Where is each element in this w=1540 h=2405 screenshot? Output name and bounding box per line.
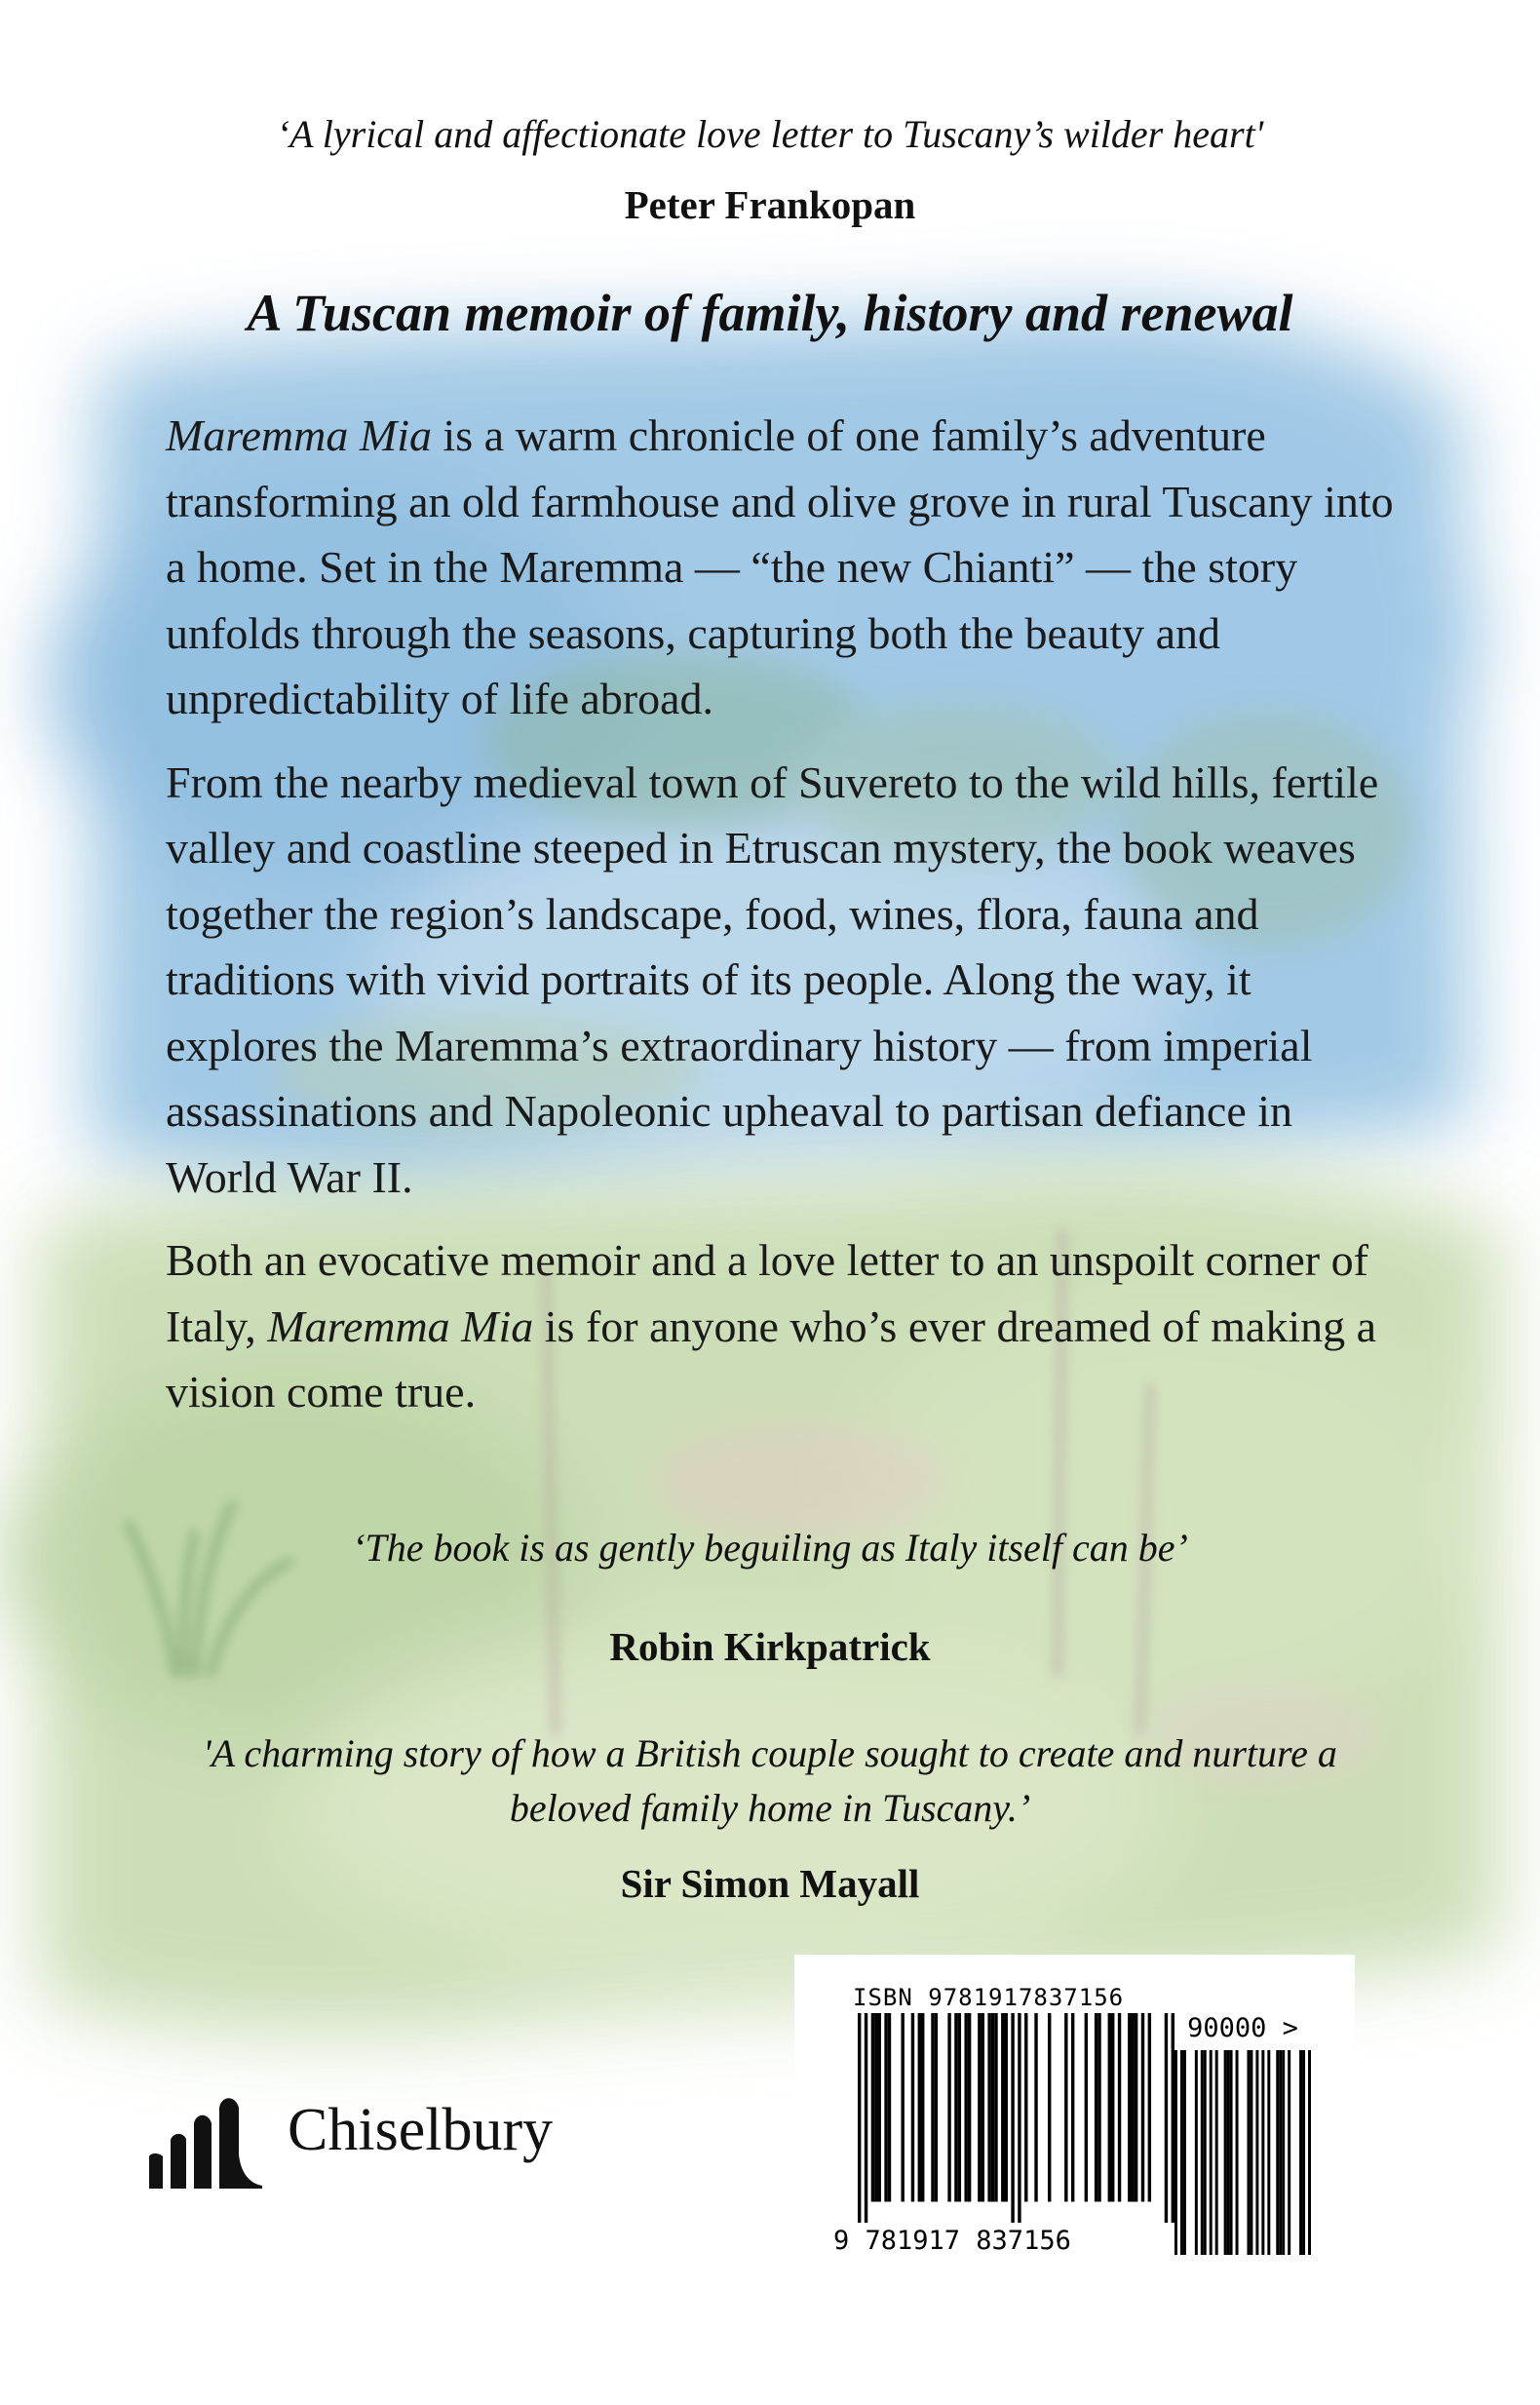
- barcode-bar: [954, 2013, 957, 2202]
- barcode-bar: [1111, 2013, 1114, 2202]
- blurb-paragraph-1-text: is a warm chronicle of one family’s adventure transforming an old farmhouse and olive grove in rural Tuscany into a home. Set in the Maremma — “the new Chianti” — the story unfolds through the seasons, capturing both the beauty and unpredictability of life abroad.: [166, 410, 1394, 723]
- quote-3-author: Sir Simon Mayall: [620, 1861, 920, 1906]
- barcode-bar: [1048, 2013, 1051, 2202]
- barcode-bar: [982, 2013, 984, 2202]
- barcode-bar: [1064, 2013, 1067, 2202]
- barcode-bar: [1236, 2050, 1239, 2255]
- barcode-bar: [1095, 2013, 1097, 2202]
- top-quote-author: Peter Frankopan: [624, 182, 916, 227]
- barcode-bar: [1108, 2013, 1111, 2202]
- barcode-bar: [1204, 2050, 1207, 2255]
- barcode-bar: [1302, 2050, 1305, 2255]
- barcode-bar: [1195, 2050, 1198, 2255]
- barcode-bar: [1247, 2050, 1250, 2255]
- barcode-bar: [947, 2013, 950, 2202]
- top-quote: ‘A lyrical and affectionate love letter to Tuscany’s wilder heart': [276, 112, 1264, 156]
- quote-3-line-2: beloved family home in Tuscany.’: [509, 1786, 1031, 1830]
- barcode-bar: [1018, 2013, 1020, 2223]
- barcode-bar: [1180, 2050, 1183, 2255]
- barcode-bar: [1230, 2050, 1233, 2255]
- barcode-bar: [1227, 2050, 1230, 2255]
- barcode-bar: [964, 2013, 967, 2202]
- barcode-bar: [1250, 2050, 1252, 2255]
- isbn-label: ISBN 9781917837156: [853, 1984, 1125, 2011]
- barcode-bar: [991, 2013, 994, 2202]
- barcode-bar: [1141, 2013, 1144, 2202]
- book-title-1: Maremma Mia: [166, 410, 432, 460]
- blurb-paragraph-3-text-b: is for anyone who’s ever dreamed of making a vision come true.: [166, 1300, 1377, 1416]
- barcode-bar: [1201, 2050, 1204, 2255]
- barcode-bar: [1279, 2050, 1282, 2255]
- barcode-bar: [1210, 2050, 1213, 2255]
- barcode-bar: [958, 2013, 961, 2202]
- chiselbury-logo-icon: [141, 2096, 263, 2189]
- blurb-paragraph-3: [166, 1227, 1404, 1425]
- publisher-name: Chiselbury: [288, 2097, 554, 2163]
- barcode-bar: [994, 2013, 997, 2202]
- barcode-panel: [794, 1955, 1355, 2267]
- barcode-bar: [1148, 2013, 1151, 2202]
- barcode-bar: [1097, 2013, 1100, 2202]
- barcode-bar: [1308, 2050, 1311, 2255]
- barcode-bar: [918, 2013, 921, 2202]
- barcode-bar: [884, 2013, 887, 2202]
- barcode-bar: [1005, 2013, 1008, 2202]
- blurb: [166, 403, 1404, 1443]
- addon-barcode: [1174, 2050, 1311, 2255]
- barcode-bar: [1118, 2013, 1121, 2202]
- barcode-bar: [871, 2013, 874, 2202]
- tagline: A Tuscan memoir of family, history and renewal: [247, 284, 1293, 342]
- quote-3-line-1: 'A charming story of how a British couple sought to create and nurture a: [203, 1731, 1337, 1775]
- barcode-bar: [968, 2013, 971, 2202]
- barcode-bar: [878, 2013, 881, 2202]
- barcode-bar: [1085, 2013, 1088, 2202]
- barcode-bar: [901, 2013, 904, 2202]
- quote-2-author: Robin Kirkpatrick: [609, 1624, 931, 1669]
- book-title-2: Maremma Mia: [267, 1300, 534, 1351]
- barcode-bar: [1024, 2013, 1027, 2202]
- price-code: 90000 >: [1187, 2013, 1298, 2043]
- barcode-bar: [921, 2013, 924, 2202]
- blurb-paragraph-2: From the nearby medieval town of Suvereto to the wild hills, fertile valley and coastline steeped in Etruscan mystery, the book weaves together the region’s landscape, food, wines, flora, fauna and traditions with vivid portraits of its people. Along the way, it explores the Maremma’s extraordinary history — from imperial assassinations and Napoleonic upheaval to partisan defiance in World War II.: [166, 756, 1379, 1202]
- barcode-bar: [1071, 2013, 1074, 2202]
- barcode-bar: [1183, 2050, 1186, 2255]
- barcode-bar: [1132, 2013, 1135, 2202]
- barcode-bar: [987, 2013, 990, 2202]
- barcode-bar: [1299, 2050, 1302, 2255]
- barcode-bar: [874, 2013, 877, 2202]
- barcode-bar: [978, 2013, 981, 2202]
- quote-2: ‘The book is as gently beguiling as Italy itself can be’: [352, 1526, 1188, 1570]
- barcode-bar: [1288, 2050, 1290, 2255]
- barcode-bar: [1165, 2013, 1168, 2223]
- barcode-bar: [1215, 2050, 1218, 2255]
- barcode-bar: [1135, 2013, 1137, 2202]
- barcode-bar: [1174, 2050, 1177, 2255]
- barcode-bar: [1282, 2050, 1285, 2255]
- barcode-bar: [911, 2013, 914, 2202]
- barcode-bar: [858, 2013, 861, 2223]
- barcode-bar: [1011, 2013, 1014, 2223]
- barcode-bar: [1128, 2013, 1131, 2202]
- barcode-bar: [935, 2013, 938, 2202]
- barcode-bar: [1001, 2013, 1004, 2202]
- ean13-barcode: [858, 2013, 1174, 2223]
- barcode-bar: [1034, 2013, 1037, 2202]
- barcode-digits: 9 781917 837156: [833, 2226, 1071, 2256]
- barcode-bar: [888, 2013, 891, 2202]
- blurb-paragraph-1: [166, 403, 1404, 732]
- blurb-paragraph-3-text-a: Both an evocative memoir and a love letter to an unspoilt corner of Italy,: [166, 1235, 1368, 1351]
- barcode-bar: [1276, 2050, 1279, 2255]
- barcode-bar: [865, 2013, 867, 2223]
- barcode-bar: [1261, 2050, 1264, 2255]
- barcode-bar: [1267, 2050, 1270, 2255]
- barcode-bar: [1224, 2050, 1227, 2255]
- barcode-bar: [931, 2013, 934, 2202]
- barcode-bar: [1255, 2050, 1258, 2255]
